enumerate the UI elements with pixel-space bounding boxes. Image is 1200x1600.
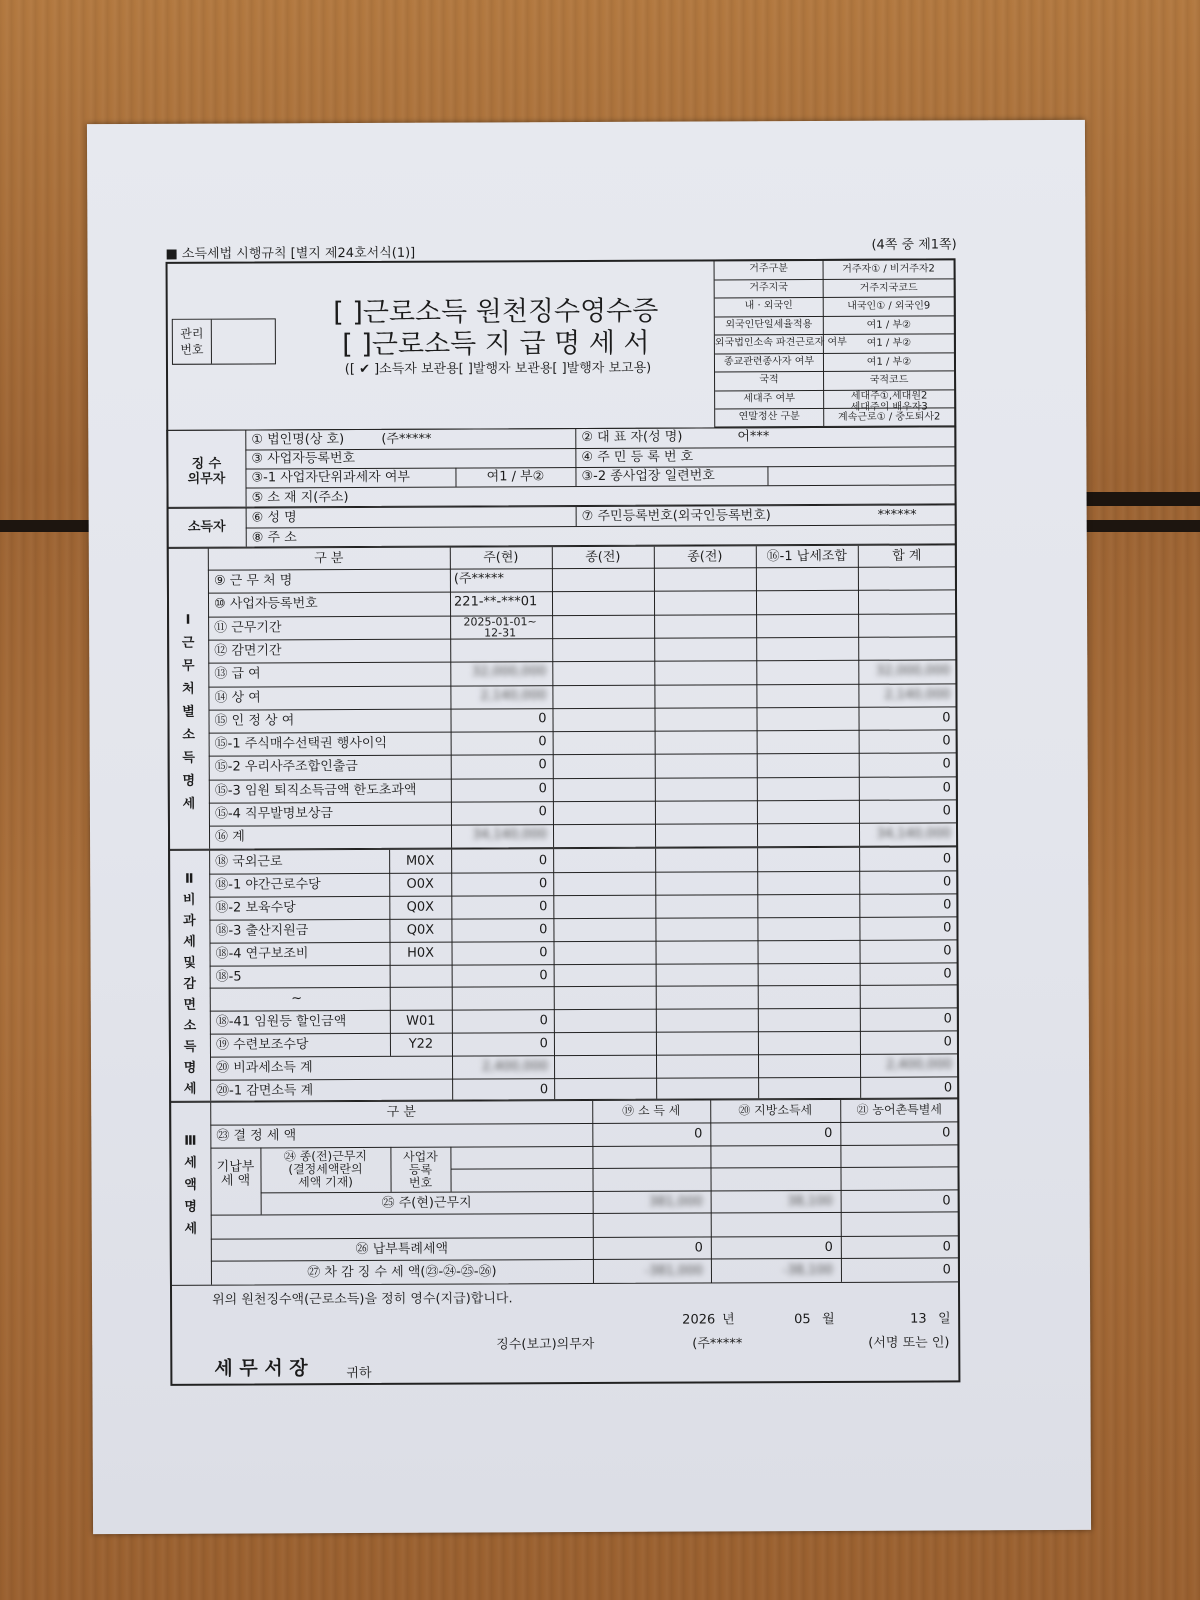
- page-info: (4쪽 중 제1쪽): [871, 237, 957, 253]
- section-3-header: ㉑ 농어촌특별세: [856, 1102, 942, 1117]
- business-number-label: 사업자 등록 번호: [403, 1149, 438, 1190]
- section-2-row-label: ⑱-2 보육수당: [215, 900, 296, 916]
- section-2-code: M0X: [405, 853, 435, 869]
- withholder-section-label: 징 수 의무자: [187, 456, 226, 487]
- section-1-row-label: ⑮ 인 정 상 여: [214, 713, 295, 729]
- determined-tax-label: ㉓ 결 정 세 액: [216, 1128, 297, 1144]
- section-2-row-label: ⑱-3 출산지원금: [215, 922, 309, 939]
- special-tax-label: ㉖ 납부특례세액: [355, 1241, 449, 1258]
- section-2-current-value: 2,400,000: [481, 1059, 549, 1075]
- section-1-current-value: 221-**-***01: [453, 594, 538, 610]
- grid-line: [209, 939, 957, 943]
- earner-section: [167, 504, 957, 547]
- mgmt-number-box: [172, 318, 276, 364]
- section-2-code: Y22: [408, 1036, 434, 1052]
- prepaid-tax-label: 기납부 세 액: [216, 1159, 255, 1189]
- section-1-header: 주(현): [483, 550, 519, 566]
- resident-info-value: 여1 / 부②: [866, 337, 912, 349]
- address-label: ⑤ 소 재 지(주소): [251, 490, 349, 506]
- grid-line: [210, 985, 958, 989]
- grid-line: [209, 893, 957, 897]
- section-2-total-value: 0: [943, 1011, 952, 1027]
- section-1-current-value: 0: [538, 710, 547, 727]
- date-day-unit: 일: [938, 1311, 951, 1327]
- section-2-current-value: 0: [539, 967, 548, 983]
- unit-tax-label: ③-1 사업자단위과세자 여부: [251, 469, 410, 486]
- representative-value: 어***: [737, 429, 770, 445]
- section-1-total-value: 0: [942, 756, 951, 772]
- grid-line: [553, 849, 555, 1099]
- section-2-code: W01: [406, 1013, 436, 1030]
- grid-line: [211, 1235, 959, 1239]
- resident-info-label: 종교관련종사자 여부: [723, 355, 815, 367]
- resident-info-value: 내국인① / 외국인9: [847, 300, 931, 312]
- grid-line: [655, 849, 657, 1099]
- grid-line: [715, 296, 955, 298]
- resident-info-value: 계속근로① / 중도퇴사2: [838, 411, 941, 423]
- determined-tax-value: 0: [942, 1125, 951, 1141]
- section-2-current-value: 0: [539, 1013, 548, 1029]
- section-1-header: 합 계: [892, 548, 922, 564]
- grid-line: [209, 729, 957, 733]
- difference-tax-value: -38,100: [782, 1262, 833, 1279]
- section-2-row-label: ⑳-1 감면소득 계: [216, 1083, 314, 1099]
- section-2-current-value: 0: [538, 853, 548, 869]
- section-1-total-value: 0: [942, 780, 951, 796]
- section-1-row-label: ⑮-3 임원 퇴직소득금액 한도초과액: [214, 782, 417, 799]
- grid-line: [210, 962, 958, 966]
- signature-note: (서명 또는 인): [868, 1335, 950, 1351]
- difference-tax-value: 0: [942, 1262, 951, 1278]
- resident-info-label: 국적: [759, 374, 779, 386]
- section-1-row-label: ⑫ 감면기간: [214, 643, 282, 659]
- obligor-value: (주*****: [692, 1336, 743, 1352]
- grid-line: [208, 590, 956, 594]
- section-1-row-label: ⑮-2 우리사주조합인출금: [214, 759, 358, 776]
- grid-line: [209, 753, 957, 757]
- earner-name-label: ⑥ 성 명: [251, 510, 297, 526]
- section-2-row-label: ⑲ 수련보조수당: [215, 1037, 309, 1053]
- grid-line: [715, 333, 955, 335]
- resident-info-value: 거주지국코드: [859, 282, 918, 294]
- grid-line: [208, 706, 956, 710]
- resident-info-label: 세대주 여부: [743, 392, 795, 404]
- section-2-total-value: 0: [943, 943, 952, 959]
- grid-line: [208, 566, 956, 570]
- grid-line: [208, 660, 956, 664]
- grid-line: [451, 850, 453, 1100]
- section-2-current-value: 0: [539, 921, 548, 937]
- section-2-total-value: 0: [942, 851, 952, 867]
- difference-tax-label: ㉗ 차 감 징 수 세 액(㉓-㉔-㉕-㉖): [307, 1264, 497, 1281]
- determined-tax-value: 0: [694, 1126, 703, 1142]
- resident-info-value: 여1 / 부②: [866, 319, 912, 331]
- section-1-header: 구 분: [314, 551, 344, 567]
- difference-tax-value: -381,000: [644, 1263, 703, 1279]
- grid-line: [211, 1257, 959, 1261]
- section-1-total-value: 2,140,000: [884, 686, 951, 703]
- section-2-code: H0X: [407, 945, 435, 961]
- tax-office-title: 세 무 서 장: [214, 1357, 308, 1380]
- section-1-row-label: ⑮-1 주식매수선택권 행사이익: [214, 735, 388, 752]
- date-month-unit: 월: [822, 1311, 835, 1327]
- law-reference: ■ 소득세법 시행규칙 [별지 제24호서식(1)]: [165, 245, 416, 262]
- grid-line: [210, 1053, 958, 1057]
- grid-line: [209, 916, 957, 920]
- section-1-row-label: ⑮-4 직무발명보상금: [214, 806, 333, 822]
- section-1-current-value: (주*****: [453, 571, 505, 587]
- section-3-header: ⑲ 소 득 세: [622, 1103, 681, 1118]
- grid-line: [209, 851, 211, 1101]
- section-2-row-label: ⑱ 국외근로: [215, 854, 283, 870]
- section-1-total-value: 0: [942, 733, 951, 749]
- grid-line: [208, 683, 956, 687]
- section-2-row-label: ⑱-41 임원등 할인금액: [215, 1014, 347, 1030]
- resident-info-value: 거주자① / 비거주자2: [842, 263, 935, 275]
- section-2-total-value: 0: [943, 897, 952, 913]
- section-1-row-label: ⑪ 근무기간: [214, 619, 282, 636]
- section-1-row-label: ⑨ 근 무 처 명: [213, 573, 293, 589]
- grid-line: [715, 278, 955, 280]
- section-3-header: 구 분: [386, 1104, 416, 1120]
- resident-info-label: 외국법인소속 파견근로자 여부: [714, 336, 847, 349]
- section-1-current-value: 2,140,000: [480, 687, 547, 703]
- date-year-unit: 년: [722, 1312, 735, 1328]
- earner-rrn-value: ******: [877, 507, 917, 523]
- section-2-row-label: ⑱-5: [215, 969, 242, 985]
- grid-line: [715, 370, 955, 372]
- section-1-current-value: 0: [538, 780, 547, 796]
- section-1-row-label: ⑩ 사업자등록번호: [213, 596, 318, 612]
- grid-line: [715, 352, 955, 354]
- resident-info-value: 여1 / 부②: [866, 356, 912, 368]
- earner-rrn-label: ⑦ 주민등록번호(외국인등록번호): [581, 508, 771, 525]
- grid-line: [209, 870, 957, 874]
- grid-line: [209, 799, 957, 803]
- unit-tax-value: 여1 / 부②: [486, 469, 545, 485]
- date-month: 05: [794, 1312, 811, 1328]
- section-2-row-label: ⑳ 비과세소득 계: [216, 1060, 313, 1076]
- section-2-total-value: 0: [943, 1034, 952, 1050]
- section-2-current-value: 0: [539, 944, 548, 960]
- resident-info-label: 외국인단일세율적용: [725, 318, 813, 330]
- section-1-current-value: 0: [538, 734, 547, 750]
- resident-info-table: [714, 258, 957, 427]
- grid-line: [211, 1211, 959, 1215]
- grid-line: [208, 613, 956, 617]
- section-2-code: Q0X: [406, 899, 435, 915]
- current-workplace-value: 381,000: [648, 1194, 703, 1210]
- section-1-current-value: 2025-01-01~ 12-31: [463, 614, 537, 640]
- grid-line: [208, 636, 956, 640]
- current-workplace-value: 38,100: [787, 1193, 833, 1210]
- grid-line: [757, 848, 759, 1098]
- corp-name-value: (주*****: [381, 431, 432, 447]
- resident-info-label: 거주구분: [749, 263, 788, 275]
- section-1-side-label: Ⅰ 근무처별소득명세: [181, 612, 196, 812]
- section-1-row-label: ⑯ 계: [215, 829, 245, 845]
- wood-plank-gap-right: [1070, 492, 1200, 506]
- grid-line: [450, 1166, 958, 1169]
- income-by-workplace-section: [167, 544, 958, 849]
- section-1-header: 종(전): [687, 549, 723, 565]
- sub-business-label: ③-2 종사업장 일련번호: [581, 468, 715, 485]
- section-1-header: ⑯-1 납세조합: [766, 548, 848, 565]
- tax-amount-section: [169, 1098, 960, 1285]
- section-2-total-value: 0: [943, 920, 952, 936]
- grid-line: [210, 1031, 958, 1035]
- earner-section-label: 소득자: [187, 519, 226, 535]
- grid-line: [261, 1189, 959, 1193]
- section-1-current-value: 0: [538, 757, 547, 773]
- previous-workplace-label: ㉔ 종(전)근무지 (결정세액란의 세액 기재): [283, 1148, 368, 1190]
- section-1-current-value: 34,140,000: [472, 827, 548, 843]
- tax-form-paper: [87, 120, 1091, 1534]
- withholder-section: [166, 426, 956, 507]
- corp-name-label: ① 법인명(상 호): [251, 432, 345, 448]
- section-3-side-label: Ⅲ 세액명세: [184, 1133, 198, 1237]
- copy-type-row: ([ ✔ ]소득자 보관용[ ]발행자 보관용[ ]발행자 보고용): [344, 360, 652, 378]
- title-statement: [ ]근로소득 지 급 명 세 서: [342, 327, 650, 361]
- special-tax-value: 0: [694, 1240, 703, 1256]
- section-2-current-value: 0: [539, 898, 548, 915]
- grid-line: [209, 776, 957, 780]
- special-tax-value: 0: [942, 1239, 951, 1255]
- resident-info-label: 내 · 외국인: [744, 300, 793, 312]
- section-1-current-value: 32,000,000: [471, 664, 547, 680]
- title-receipt: [ ]근로소득 원천징수영수증: [333, 295, 659, 329]
- section-2-current-value: 0: [539, 1082, 549, 1098]
- date-year: 2026: [682, 1312, 716, 1328]
- obligor-label: 징수(보고)의무자: [496, 1336, 595, 1353]
- section-1-row-label: ⑬ 급 여: [214, 666, 261, 682]
- mgmt-number-label: 관리 번호: [180, 326, 204, 357]
- grid-line: [715, 315, 955, 317]
- section-1-total-value: 34,140,000: [876, 826, 952, 843]
- grid-line: [210, 1008, 958, 1012]
- section-2-total-value: 2,400,000: [885, 1057, 953, 1073]
- receipt-statement: 위의 원천징수액(근로소득)을 정히 영수(지급)합니다.: [212, 1291, 513, 1308]
- section-2-current-value: 0: [539, 1036, 548, 1052]
- section-2-code: Q0X: [406, 922, 435, 938]
- section-2-current-value: 0: [538, 876, 548, 892]
- grid-line: [210, 1121, 958, 1125]
- section-2-code: O0X: [406, 876, 434, 892]
- current-workplace-label: ㉕ 주(현)근무지: [381, 1195, 472, 1211]
- representative-label: ② 대 표 자(성 명): [581, 429, 683, 446]
- resident-info-value: 세대주①,세대원2 세대주의 배우자3: [850, 390, 928, 413]
- grid-line: [210, 1144, 958, 1148]
- section-2-row-label: ⑱-1 야간근로수당: [215, 877, 321, 893]
- resident-info-value: 국적코드: [869, 374, 909, 386]
- section-1-total-value: 32,000,000: [875, 663, 951, 679]
- resident-info-label: 연말정산 구분: [738, 411, 800, 423]
- business-number-label: ③ 사업자등록번호: [251, 451, 356, 467]
- section-2-total-value: 0: [942, 874, 952, 890]
- grid-line: [209, 823, 957, 827]
- current-workplace-value: 0: [942, 1193, 951, 1209]
- section-1-header: 종(전): [585, 549, 621, 566]
- tax-office-honorific: 귀하: [346, 1365, 372, 1382]
- section-2-total-value: 0: [943, 1080, 953, 1096]
- grid-line: [210, 1103, 212, 1285]
- section-1-total-value: 0: [942, 803, 951, 819]
- section-1-current-value: 0: [538, 804, 547, 820]
- section-3-header: ⑳ 지방소득세: [738, 1103, 813, 1118]
- determined-tax-value: 0: [824, 1125, 833, 1141]
- section-2-side-label: Ⅱ 비과세및감면소득명세: [183, 871, 197, 1097]
- grid-line: [210, 1076, 958, 1080]
- section-2-row-label: ~: [291, 991, 303, 1007]
- section-1-row-label: ⑭ 상 여: [214, 689, 261, 706]
- nontaxable-income-section: [168, 846, 959, 1101]
- section-2-row-label: ⑱-4 연구보조비: [215, 945, 309, 962]
- earner-address-label: ⑧ 주 소: [251, 530, 297, 546]
- resident-info-label: 거주지국: [749, 281, 788, 293]
- special-tax-value: 0: [824, 1239, 833, 1255]
- section-2-total-value: 0: [943, 965, 952, 981]
- resident-number-label: ④ 주 민 등 록 번 호: [581, 449, 694, 466]
- date-day: 13: [910, 1311, 927, 1327]
- section-1-total-value: 0: [942, 710, 951, 726]
